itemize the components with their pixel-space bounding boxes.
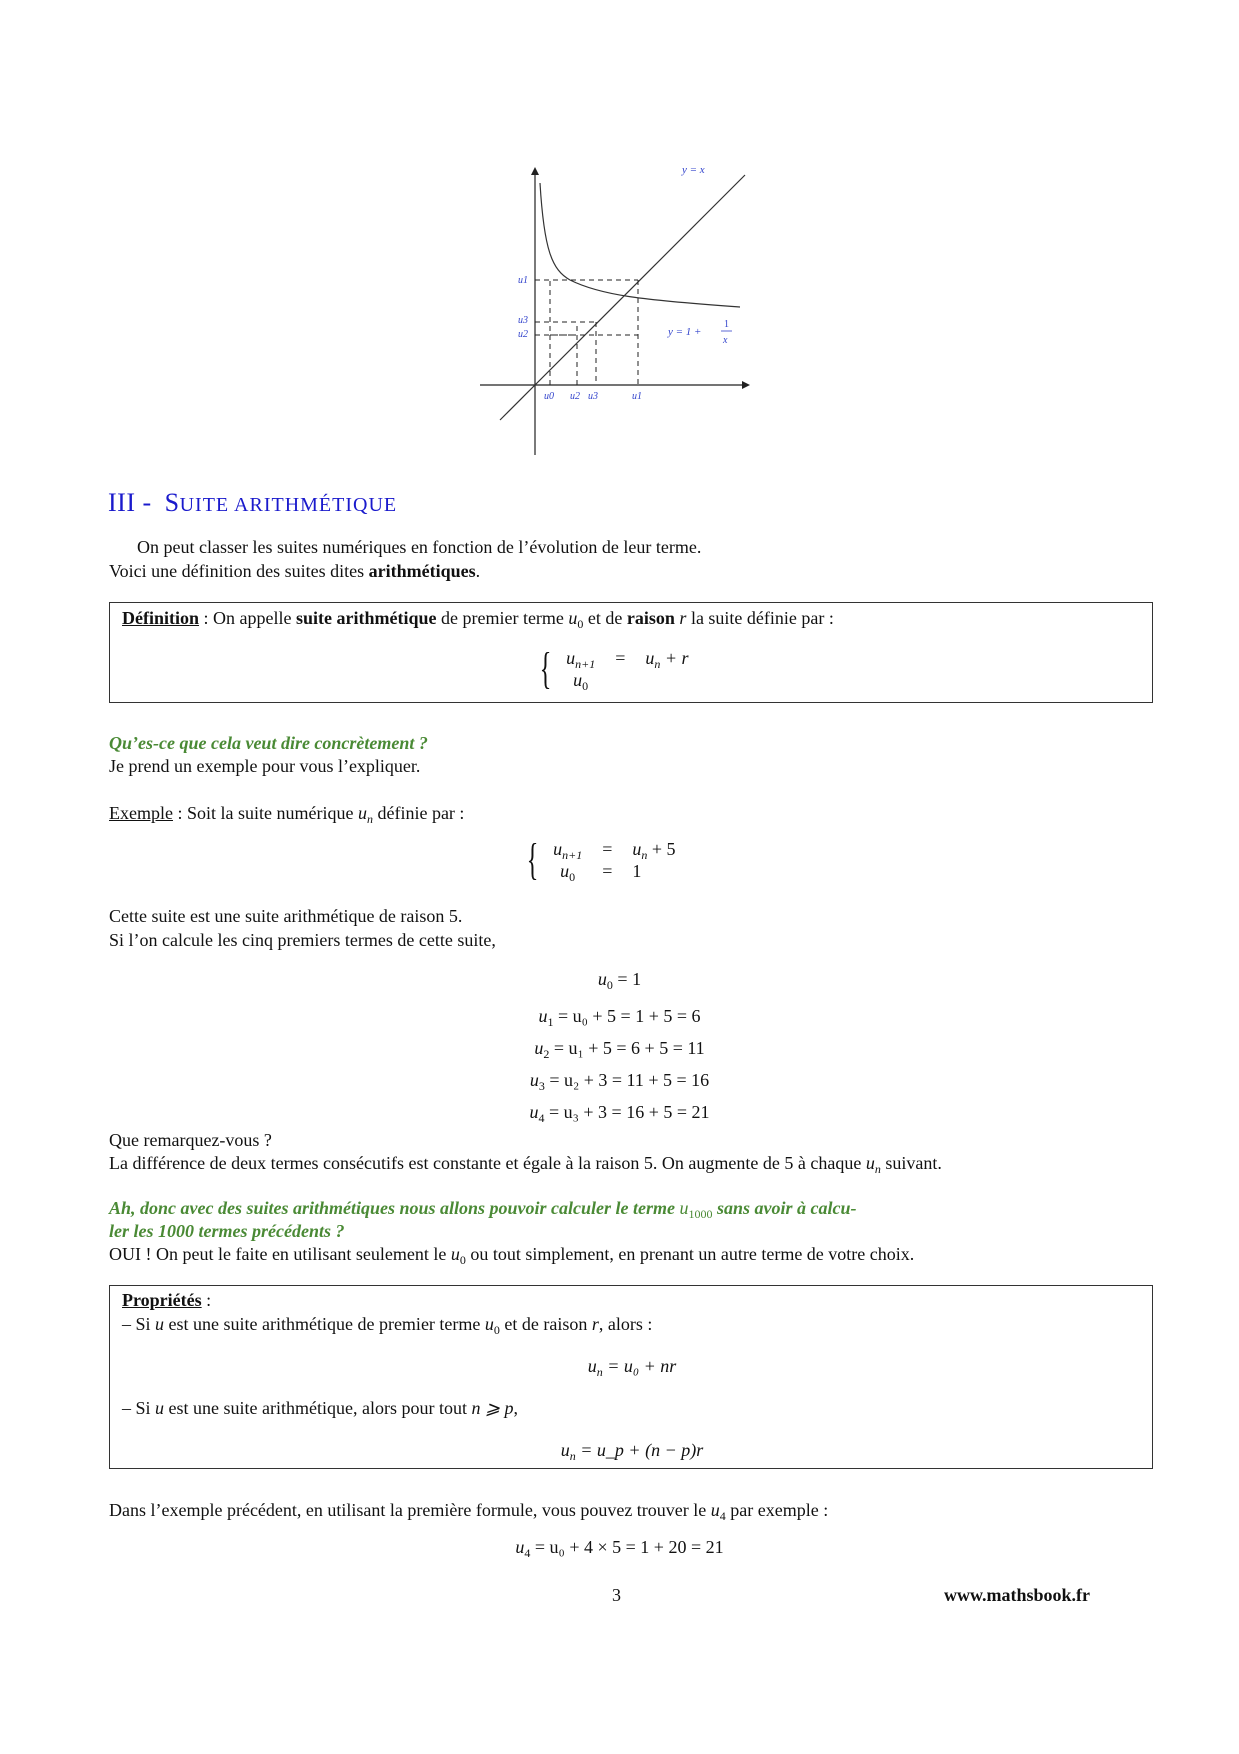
answer-2: OUI ! On peut le faite en utilisant seulement le $u_0$ ou tout simplement, en prenant un autre terme de votre choix. [109, 1244, 915, 1267]
final-formula: $u_4 = u_0 + 4 \times 5 = 1 + 20 = 21$ [515, 1537, 724, 1560]
properties-box [109, 1285, 1153, 1469]
intro-line2: Voici une définition des suites dites arithmétiques. [109, 561, 481, 581]
definition-box [109, 602, 1153, 703]
properties-title: Propriétés : [122, 1290, 212, 1310]
page-number: 3 [612, 1585, 621, 1605]
computation-2: $u_2 = u_1 + 5 = 6 + 5 = 11$ [534, 1038, 705, 1061]
x-label-u2: u2 [570, 391, 580, 402]
computation-0: $u_0 = 1$ [597, 969, 642, 992]
remark-answer: La différence de deux termes consécutifs est constante et égale à la raison 5. On augmente de 5 à chaque $u_n$ suivant. [109, 1153, 942, 1176]
section-title-rest: UITE ARITHMÉTIQUE [179, 494, 398, 516]
property-2: – Si u est une suite arithmétique, alors pour tout n ⩾ p, [122, 1398, 519, 1418]
computation-4: $u_4 = u_3 + 3 = 16 + 5 = 21$ [529, 1102, 710, 1125]
question-2-line2: ler les 1000 termes précédents ? [109, 1221, 345, 1241]
cobweb-figure [470, 155, 770, 455]
section-heading [108, 488, 397, 518]
example-intro: Exemple : Soit la suite numérique $u_n$ définie par : [109, 803, 465, 826]
y-label-u3: u3 [518, 315, 528, 326]
x-label-u0: u0 [544, 391, 554, 402]
computation-1: $u_1 = u_0 + 5 = 1 + 5 = 6$ [538, 1006, 701, 1029]
definition-system: { $u_{n+1}$ = $u_n + r$ $u_0$ [539, 644, 689, 693]
line-y-equals-x [500, 175, 745, 420]
definition-text: Définition : On appelle suite arithmétique de premier terme $u_0$ et de raison r la suite définie par : [122, 608, 834, 631]
remark-question: Que remarquez-vous ? [109, 1130, 272, 1150]
site-link[interactable]: www.mathsbook.fr [944, 1585, 1091, 1605]
section-number: III - [108, 488, 152, 517]
curve-label: y = 1 + [668, 326, 702, 338]
question-1: Qu’es-ce que cela veut dire concrètement ? [109, 733, 428, 753]
curve-label-num: 1 [724, 319, 729, 330]
y-label-u1: u1 [518, 275, 528, 286]
example-system: { $u_{n+1}$ = $u_n + 5$ $u_0$ = 1 [526, 835, 676, 884]
x-label-u3: u3 [588, 391, 598, 402]
answer-1: Je prend un exemple pour vous l’expliquer. [109, 756, 421, 776]
computation-3: $u_3 = u_2 + 3 = 11 + 5 = 16$ [529, 1070, 710, 1093]
property-formula-1: $u_n = u_0$ + nr [587, 1356, 677, 1379]
x-label-u1: u1 [632, 391, 642, 402]
example-label: Exemple [109, 803, 173, 823]
y-label-u2: u2 [518, 329, 528, 340]
example-line1: Cette suite est une suite arithmétique de raison 5. [109, 906, 463, 926]
definition-label: Définition [122, 608, 200, 628]
curve-label-den: x [723, 335, 728, 346]
final-text: Dans l’exemple précédent, en utilisant la première formule, vous pouvez trouver le $u_4$ par exemple : [109, 1500, 829, 1523]
line-label: y = x [682, 164, 705, 176]
property-1: – Si u est une suite arithmétique de premier terme $u_0$ et de raison r, alors : [122, 1314, 653, 1337]
property-formula-2: $u_n$ = u_p + (n − p)r [560, 1440, 704, 1463]
example-line2: Si l’on calcule les cinq premiers termes de cette suite, [109, 930, 496, 950]
intro-line1: On peut classer les suites numériques en fonction de l’évolution de leur terme. [137, 537, 702, 557]
question-2: Ah, donc avec des suites arithmétiques nous allons pouvoir calculer le terme $u_{1000}$ sans avoir à calcu- [109, 1198, 857, 1221]
hyperbola-curve [540, 183, 740, 307]
section-title-cap: S [164, 488, 180, 517]
